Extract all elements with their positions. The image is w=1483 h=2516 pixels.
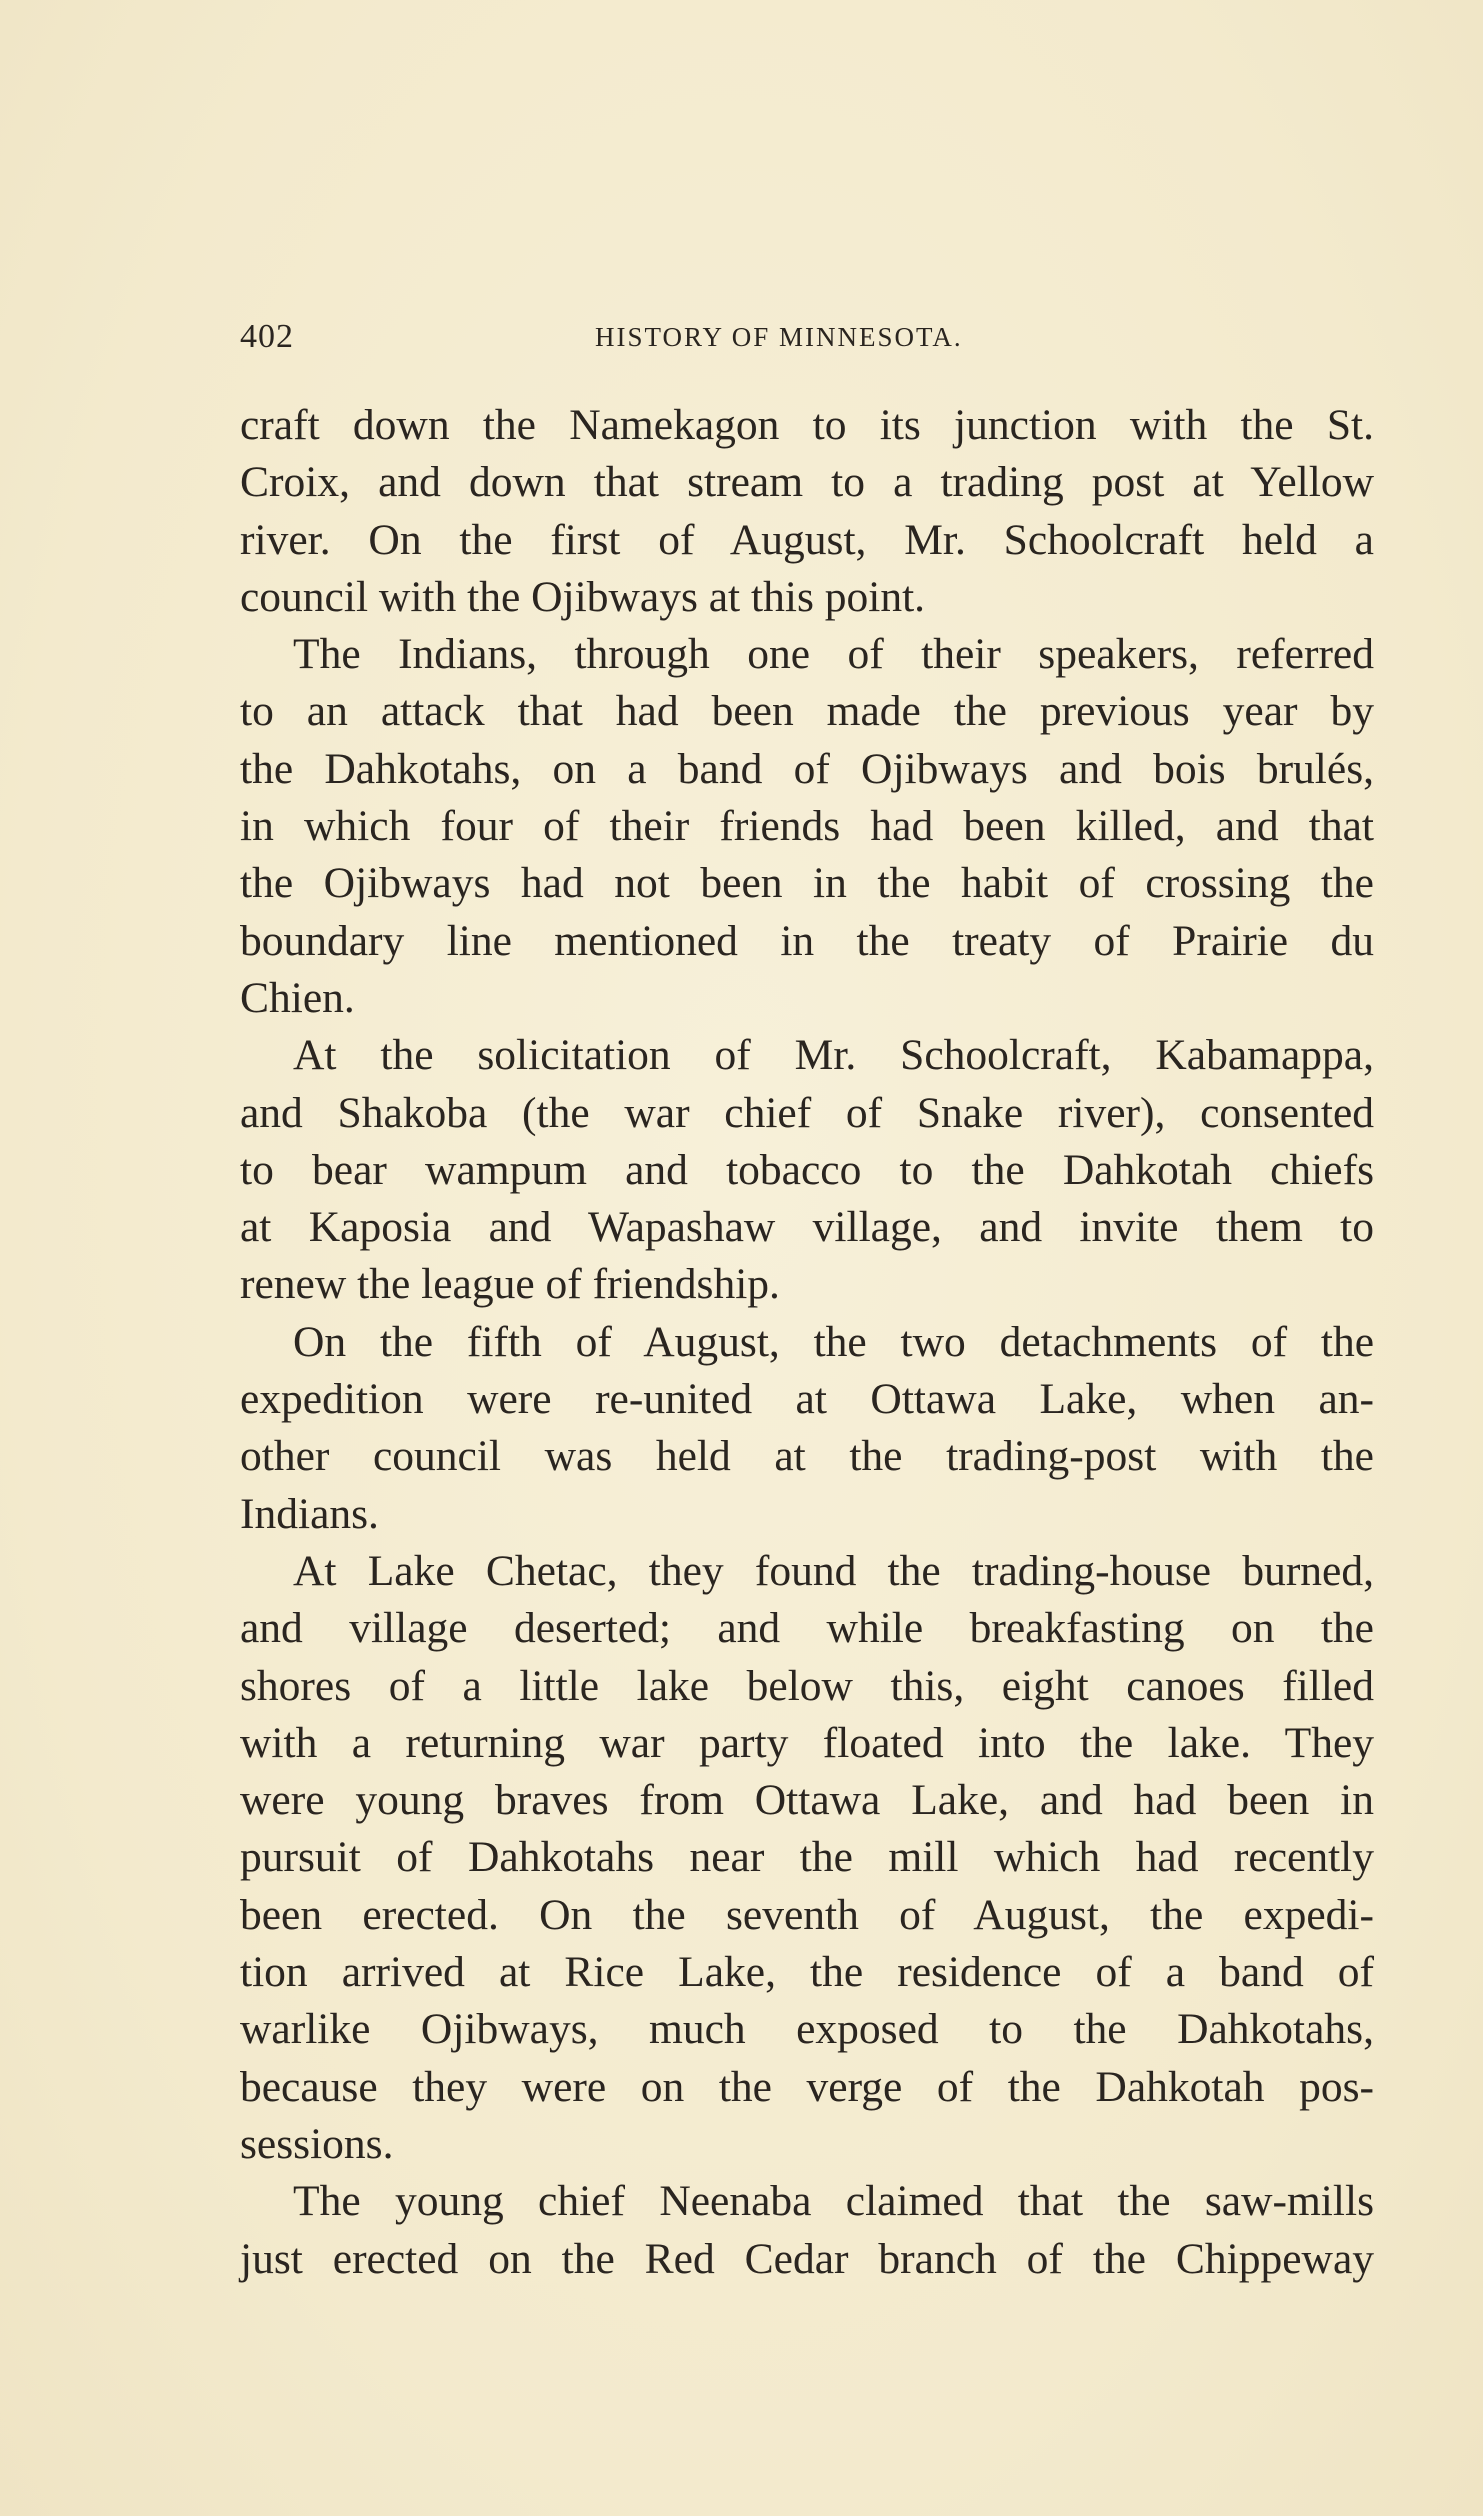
text-line: council with the Ojibways at this point.	[240, 572, 926, 621]
body-text	[240, 397, 1374, 2288]
text-line: Croix, and down that stream to a trading post at Yellow	[240, 458, 1374, 507]
text-line: to bear wampum and tobacco to the Dahkotah chiefs	[240, 1145, 1374, 1194]
text-line: been erected. On the seventh of August, the expedi-	[240, 1890, 1374, 1939]
text-line: and village deserted; and while breakfasting on the	[240, 1604, 1374, 1653]
text-line: and Shakoba (the war chief of Snake river), consented	[240, 1088, 1374, 1137]
running-head: HISTORY OF MINNESOTA.	[595, 322, 963, 352]
text-line: the Dahkotahs, on a band of Ojibways and bois brulés,	[240, 744, 1374, 793]
text-line: sessions.	[240, 2119, 394, 2168]
text-line: pursuit of Dahkotahs near the mill which had recently	[240, 1833, 1374, 1882]
text-line: expedition were re-united at Ottawa Lake, when an-	[240, 1375, 1374, 1424]
text-line: At the solicitation of Mr. Schoolcraft, Kabamappa,	[293, 1031, 1374, 1080]
text-line: warlike Ojibways, much exposed to the Dahkotahs,	[240, 2005, 1374, 2054]
text-line: On the fifth of August, the two detachments of the	[293, 1317, 1374, 1366]
text-line: Indians.	[240, 1489, 379, 1538]
text-line: because they were on the verge of the Dahkotah pos-	[240, 2062, 1374, 2111]
text-line: The Indians, through one of their speakers, referred	[293, 630, 1374, 679]
page-number: 402	[240, 318, 294, 355]
text-line: At Lake Chetac, they found the trading-house burned,	[293, 1546, 1374, 1595]
text-line: Chien.	[240, 973, 355, 1022]
text-line: to an attack that had been made the previous year by	[240, 687, 1374, 736]
text-line: tion arrived at Rice Lake, the residence of a band of	[240, 1948, 1374, 1997]
text-line: renew the league of friendship.	[240, 1260, 780, 1309]
text-line: at Kaposia and Wapashaw village, and invite them to	[240, 1203, 1374, 1252]
text-line: were young braves from Ottawa Lake, and had been in	[240, 1776, 1374, 1825]
text-line: with a returning war party floated into the lake. They	[240, 1718, 1374, 1767]
text-line: just erected on the Red Cedar branch of the Chippeway	[240, 2234, 1374, 2283]
text-line: other council was held at the trading-post with the	[240, 1432, 1374, 1481]
text-line: boundary line mentioned in the treaty of Prairie du	[240, 916, 1374, 965]
page-header	[240, 318, 1030, 368]
text-line: craft down the Namekagon to its junction with the St.	[240, 401, 1374, 449]
text-line: shores of a little lake below this, eight canoes filled	[240, 1661, 1374, 1710]
text-line: The young chief Neenaba claimed that the saw-mills	[293, 2177, 1374, 2226]
text-line: in which four of their friends had been killed, and that	[240, 802, 1374, 851]
text-line: the Ojibways had not been in the habit of crossing the	[240, 859, 1374, 908]
text-line: river. On the first of August, Mr. Schoolcraft held a	[240, 515, 1374, 564]
